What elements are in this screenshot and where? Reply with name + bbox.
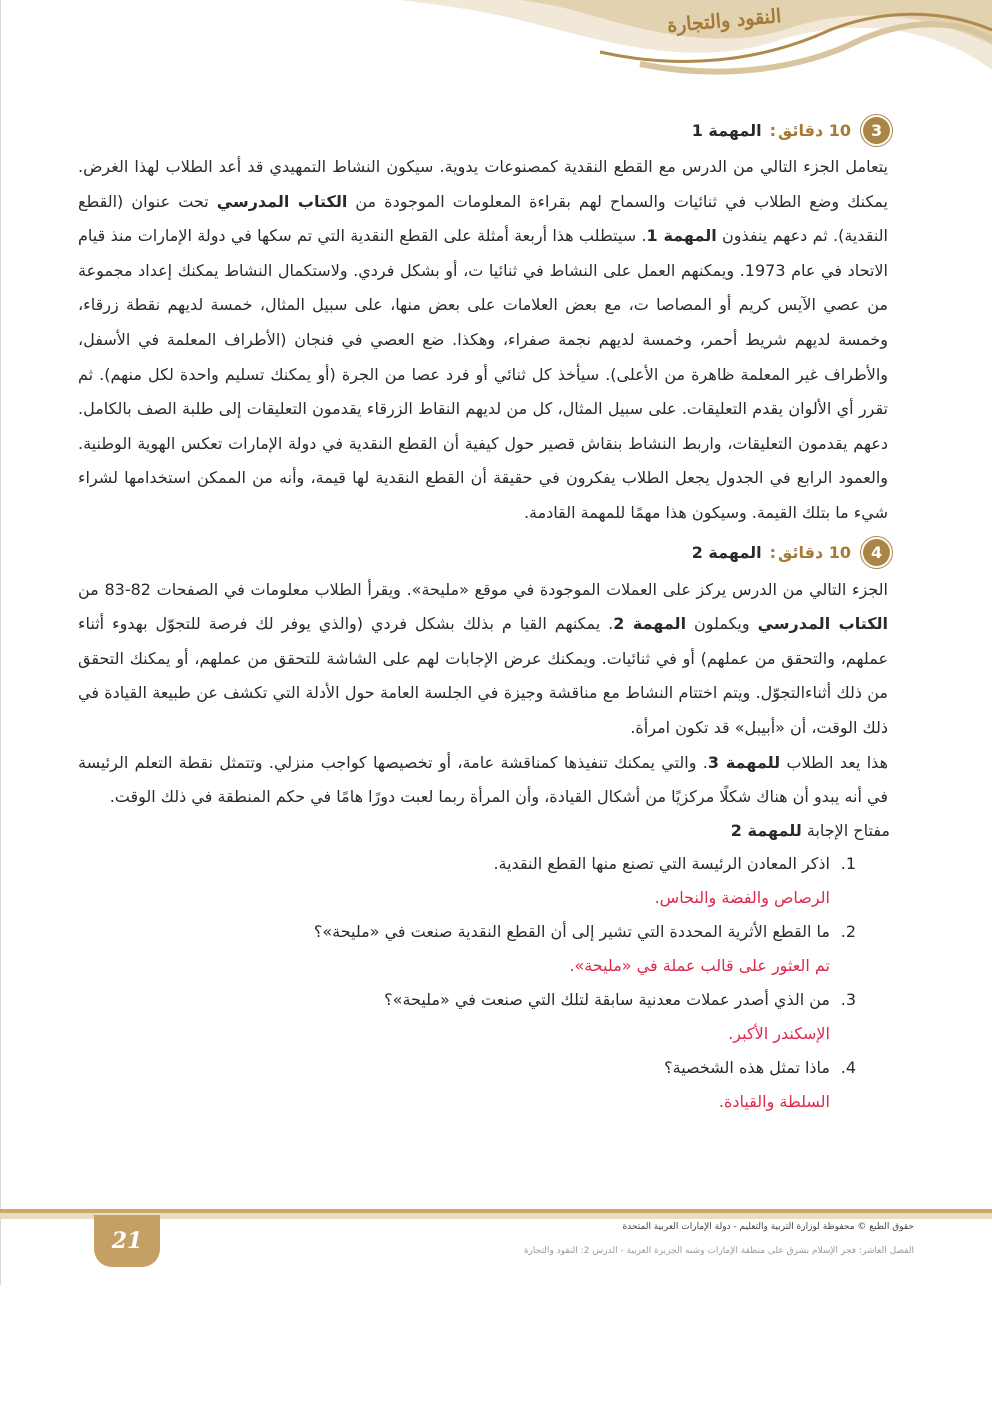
answer-item (78, 847, 890, 915)
question-text: اذكر المعادن الرئيسة التي تصنع منها القطع النقدية. (493, 853, 830, 873)
answer-text: تم العثور على قالب عملة في «مليحة». (569, 955, 830, 975)
task2-text-b: ويكملون (686, 614, 758, 634)
footer-chapter-info: الفصل العاشر: فجر الإسلام بشرق على منطقة الإمارات وشبه الجزيرة العربية - الدرس 2: النقود والتجارة (523, 1246, 914, 1256)
question-text: ما القطع الأثرية المحددة التي تشير إلى أن القطع النقدية صنعت في «مليحة»؟ (313, 921, 830, 941)
page-number: 21 (94, 1215, 160, 1267)
task2-separator: : (769, 543, 777, 563)
question-number: 3. (840, 989, 856, 1009)
task1-text-b: تحت عنوان (القطع النقدية). ثم دعهم ينفذون (78, 191, 888, 246)
question (78, 983, 856, 1017)
task2-name: المهمة 2 (691, 543, 762, 563)
question-number: 4. (840, 1057, 856, 1077)
answer-item (78, 983, 890, 1051)
task2-paragraph-1 (78, 573, 890, 746)
question (78, 1051, 856, 1085)
task1-number-badge: 3 (863, 117, 890, 144)
question (78, 915, 856, 949)
question-number: 2. (840, 921, 856, 941)
answer-key-title-text: مفتاح الإجابة (801, 820, 890, 840)
task2-text-a: الجزء التالي من الدرس يركز على العملات الموجودة في موقع «مليحة». ويقرأ الطلاب معلومات في الصفحات 82-83 من (78, 579, 889, 599)
task1-heading (78, 112, 890, 148)
task1-time: 10 دقائق (778, 120, 851, 140)
task2-number-badge: 4 (863, 539, 890, 566)
task1-text-a: يتعامل الجزء التالي من الدرس مع القطع النقدية كمصنوعات يدوية. سيكون النشاط التمهيدي قد أعد الطلاب لهذا الغرض. يمكنك وضع الطلاب في ثنائيات والسماح لهم بقراءة المعلومات الموجودة من (78, 157, 888, 211)
task2-time: 10 دقائق (778, 543, 851, 563)
answer-text: الإسكندر الأكبر. (728, 1023, 830, 1043)
task2-p2-text-b: . والتي يمكنك تنفيذها كمناقشة عامة، أو تخصيصها كواجب منزلي. وتتمثل نقطة التعلم الرئيسة في أنه يبدو أن هناك شكلًا مركزيًا من أشكال القيادة، وأن المرأة ربما لعبت دورًا هامًا في حكم المنطقة في ذلك الوقت. (78, 752, 888, 807)
task1-separator: : (769, 120, 777, 140)
task1-name: المهمة 1 (691, 120, 762, 140)
footer-copyright: حقوق الطبع © محفوظة لوزارة التربية والتعليم - دولة الإمارات العربية المتحدة (622, 1222, 914, 1232)
question (78, 847, 856, 881)
task2-p2-bold: للمهمة 3 (707, 752, 781, 772)
task1-text-c: . سيتطلب هذا أربعة أمثلة على القطع النقدية التي تم سكها في دولة الإمارات منذ قيام الاتحاد في عام 1973. ويمكنهم العمل على النشاط في ثنائيا ت، أو بشكل فردي. ولاستكمال النشاط يمكنك إعداد مجموعة من عصي الآيس كريم أو المصاصا ت، مع بعض العلامات على بعض منها، على سبيل المثال، خمسة لديهم نقطة زرقاء، وخمسة لديهم شريط أحمر، وخمسة لديهم نجمة صفراء، وهكذا. ضع العصي في فنجان (الأطراف المعلمة في الأسفل، والأطراف غير المعلمة ظاهرة من الأعلى). سيأخذ كل ثنائي أو فرد عصا من الجرة (أو يمكنك تسليم واحدة لكل منهم). ثم تقرر أي الألوان يقدم التعليقات. على سبيل المثال، كل من لديهم النقاط الزرقاء يقدمون التعليقات إلى طلبة الصف بالكامل. دعهم يقدمون التعليقات، واربط النشاط بنقاش قصير حول كيفية أن القطع النقدية في دولة الإمارات تعكس الهوية الوطنية. والعمود الرابع في الجدول يجعل الطلاب يفكرون في حقيقة أن القطع النقدية لها قيمة، وأنه من الممكن استخدامها لشراء شيء ما بتلك القيمة. وسيكون هذا مهمًا للمهمة القادمة. (78, 226, 889, 522)
header-wave-decoration (0, 0, 992, 110)
page-edge (0, 0, 1, 1285)
task1-paragraph (78, 150, 890, 531)
task1-bold-textbook: الكتاب المدرسي (216, 191, 348, 211)
task1-bold-task: المهمة 1 (646, 226, 717, 246)
header-title: النقود والتجارة (666, 5, 783, 37)
question-number: 1. (840, 853, 856, 873)
answer-key-title-bold: للمهمة 2 (730, 820, 802, 840)
answer-key-title (78, 815, 890, 847)
task2-p2-text-a: هذا يعد الطلاب (780, 752, 889, 772)
answer-item (78, 1051, 890, 1119)
main-content (78, 112, 890, 1119)
answer-text: السلطة والقيادة. (718, 1091, 830, 1111)
answer-item (78, 915, 890, 983)
answer-key-list (78, 847, 890, 1119)
task2-bold-textbook: الكتاب المدرسي (757, 614, 889, 634)
task2-text-c: . يمكنهم القيا م بذلك بشكل فردي (والذي يوفر لك فرصة للتجوّل بهدوء أثناء عملهم، والتحقق من عملهم) أو في ثنائيات. ويمكنك عرض الإجابات لهم على الشاشة للتحقق من عملهم، أو يمكنك التحقق من ذلك أثناءالتجوّل. ويتم اختتام النشاط مع مناقشة وجيزة في الجلسة العامة حول الأدلة التي تكشف عن طبيعة القيادة في ذلك الوقت، أن «أبيبل» قد تكون امرأة. (78, 614, 888, 737)
question-text: من الذي أصدر عملات معدنية سابقة لتلك التي صنعت في «مليحة»؟ (384, 989, 830, 1009)
task2-paragraph-2 (78, 746, 890, 815)
task2-bold-task: المهمة 2 (613, 614, 687, 634)
question-text: ماذا تمثل هذه الشخصية؟ (664, 1057, 830, 1077)
answer-text: الرصاص والفضة والنحاس. (654, 887, 830, 907)
task2-heading (78, 535, 890, 571)
